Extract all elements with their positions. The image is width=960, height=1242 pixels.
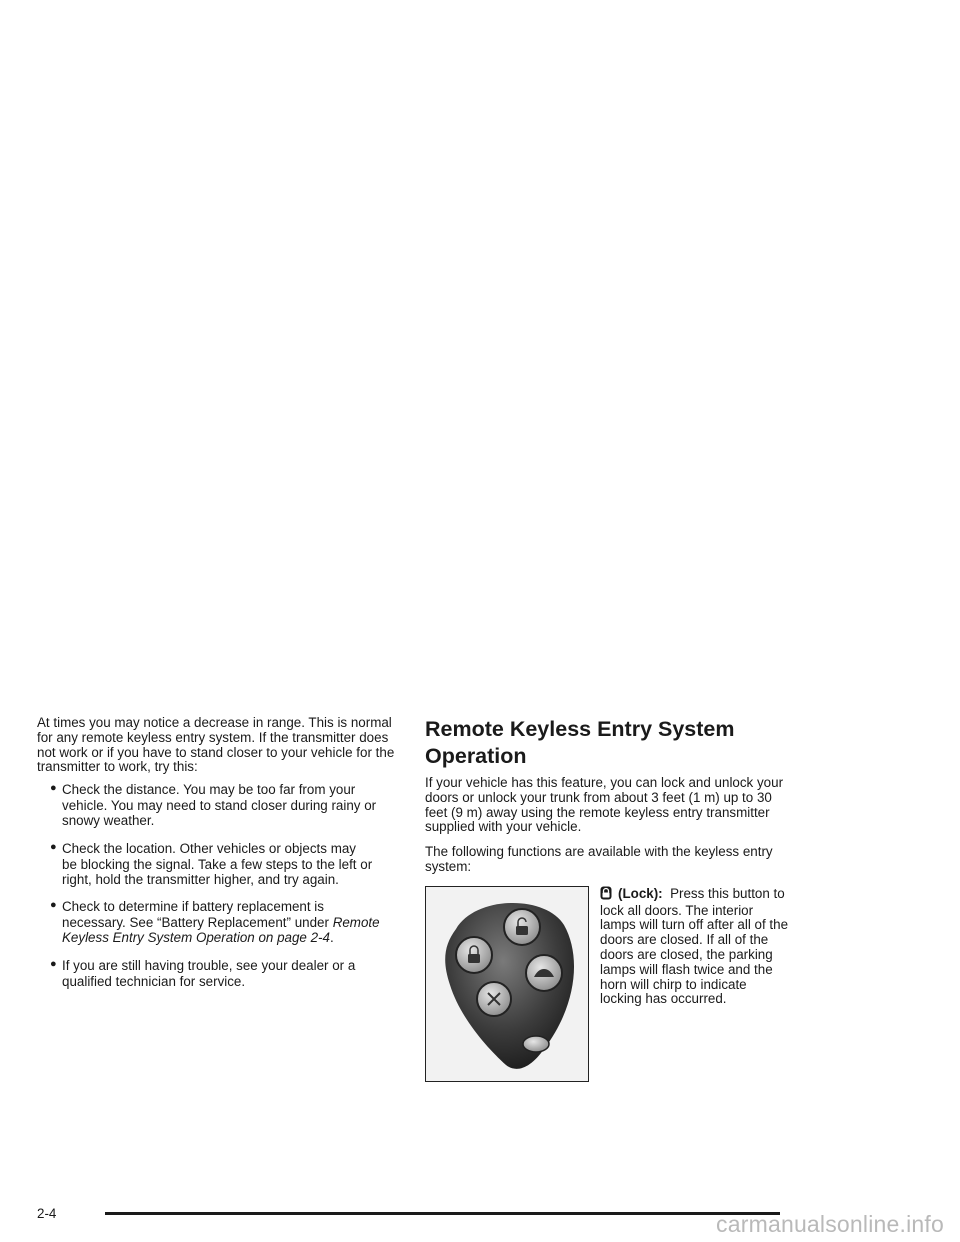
feature-description: If your vehicle has this feature, you can lock and unlock your doors or unlock your trunk from about 3 feet (1 m) up to 30 feet (9 m) away using the remote keyless entry transmitter supplied with your vehicle. <box>425 775 784 835</box>
bullet-icon: ● <box>50 782 57 795</box>
lock-function-row <box>425 886 795 1146</box>
watermark: carmanualsonline.info <box>716 1211 944 1237</box>
list-item: ● If you are still having trouble, see your dealer or a qualified technician for service. <box>50 957 356 989</box>
key-fob-icon <box>426 887 587 1080</box>
bullet-icon: ● <box>50 840 57 853</box>
functions-intro: The following functions are available with the keyless entry system: <box>425 844 773 874</box>
list-item: ● Check the distance. You may be too far from your vehicle. You may need to stand closer during rainy or snowy weather. <box>50 782 377 828</box>
footer-divider <box>105 1212 780 1215</box>
lock-label: (Lock): <box>618 885 663 901</box>
lock-description <box>600 886 790 1007</box>
right-column <box>425 716 795 1146</box>
troubleshoot-list <box>37 781 397 990</box>
bullet-icon: ● <box>50 899 57 912</box>
lock-text: Press this button to lock all doors. The interior lamps will turn off after all of the doors are closed. If all of the doors are closed, the parking lamps will flash twice and the horn will chirp to indicate locking has occurred. <box>600 885 789 1007</box>
cross-reference-link[interactable]: Remote Keyless Entry System Operation on page 2-4 <box>62 915 380 946</box>
page-number: 2-4 <box>37 1206 57 1221</box>
range-intro: At times you may notice a decrease in range. This is normal for any remote keyless entry system. If the transmitter does not work or if you have to stand closer to your vehicle for the transmitter to work, try this: <box>37 715 395 775</box>
key-fob-illustration <box>425 886 589 1082</box>
list-item: ● Check to determine if battery replacement is necessary. See “Battery Replacement” under Remote Keyless Entry System Operation on page 2-4. <box>50 899 380 946</box>
bullet-icon: ● <box>50 957 57 970</box>
section-title: Remote Keyless Entry System Operation <box>425 717 735 768</box>
list-item: ● Check the location. Other vehicles or objects may be blocking the signal. Take a few steps to the left or right, hold the transmitter higher, and try again. <box>50 840 373 887</box>
lock-icon <box>600 886 612 904</box>
left-column <box>37 716 397 1001</box>
